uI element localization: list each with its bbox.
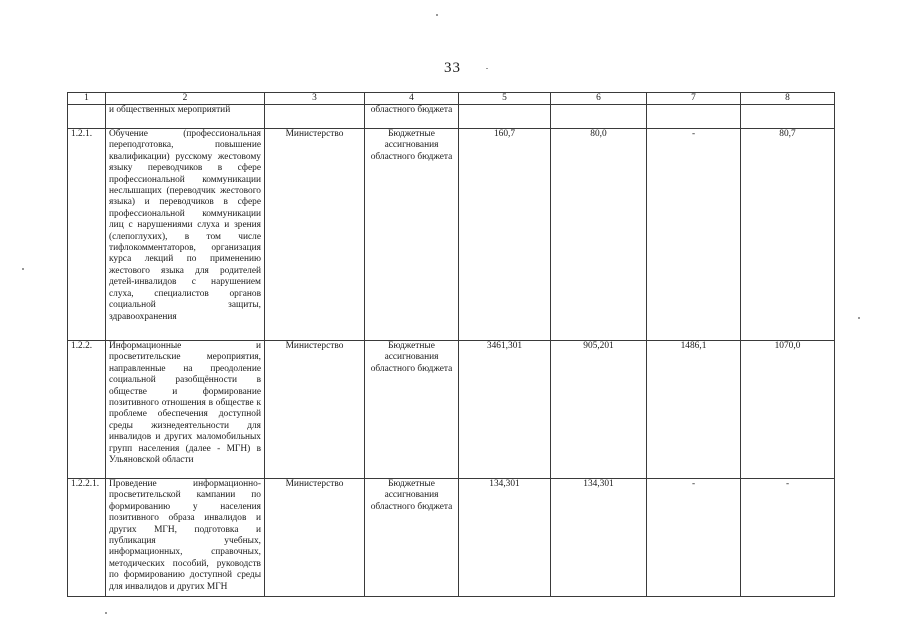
- budget-table: [67, 92, 835, 597]
- column-header: 5: [459, 93, 551, 105]
- scan-speck: [486, 68, 488, 69]
- page-number: 33: [444, 60, 461, 76]
- scan-speck: [858, 317, 860, 319]
- row-number: 1.2.1.: [68, 129, 106, 341]
- column-header: 8: [741, 93, 835, 105]
- table-header-row: [68, 93, 835, 105]
- scan-speck: [22, 268, 24, 270]
- row-number: [68, 105, 106, 129]
- row-year-2: -: [647, 129, 741, 341]
- row-year-1: 905,201: [551, 341, 647, 479]
- row-number: 1.2.2.1.: [68, 479, 106, 597]
- scan-speck: [436, 14, 438, 16]
- row-year-1: 80,0: [551, 129, 647, 341]
- row-total: [459, 105, 551, 129]
- row-funding-source: областного бюджета: [365, 105, 459, 129]
- row-description: Информационные и просветительские мероприятия, направленные на преодоление социальной разобщённости в обществе и формирование позитивного отношения в обществе к проблеме обеспечения доступной среды жизнедеятельности для инвалидов и других маломобильных групп населения (далее - МГН) в Ульяновской области: [106, 341, 265, 479]
- row-total: 3461,301: [459, 341, 551, 479]
- row-number: 1.2.2.: [68, 341, 106, 479]
- column-header: 4: [365, 93, 459, 105]
- row-total: 160,7: [459, 129, 551, 341]
- row-funding-source: Бюджетные ассигнования областного бюджета: [365, 129, 459, 341]
- table-row-continuation: [68, 105, 835, 129]
- row-year-2: 1486,1: [647, 341, 741, 479]
- scan-speck: [105, 612, 107, 614]
- column-header: 1: [68, 93, 106, 105]
- row-funding-source: Бюджетные ассигнования областного бюджета: [365, 341, 459, 479]
- row-year-3: 80,7: [741, 129, 835, 341]
- row-executor: Министерство: [265, 129, 365, 341]
- table-row: [68, 341, 835, 479]
- row-description: и общественных мероприятий: [106, 105, 265, 129]
- row-executor: [265, 105, 365, 129]
- row-year-1: [551, 105, 647, 129]
- row-executor: Министерство: [265, 479, 365, 597]
- column-header: 2: [106, 93, 265, 105]
- row-executor: Министерство: [265, 341, 365, 479]
- row-total: 134,301: [459, 479, 551, 597]
- row-year-2: [647, 105, 741, 129]
- row-description: Проведение информационно-просветительской кампании по формированию у населения позитивного образа инвалидов и других МГН, подготовка и публикация учебных, информационных, справочных, методических пособий, руководств по формированию доступной среды для инвалидов и других МГН: [106, 479, 265, 597]
- column-header: 7: [647, 93, 741, 105]
- row-year-2: -: [647, 479, 741, 597]
- column-header: 6: [551, 93, 647, 105]
- row-funding-source: Бюджетные ассигнования областного бюджета: [365, 479, 459, 597]
- column-header: 3: [265, 93, 365, 105]
- row-year-3: 1070,0: [741, 341, 835, 479]
- row-year-3: [741, 105, 835, 129]
- table-row: [68, 129, 835, 341]
- row-year-3: -: [741, 479, 835, 597]
- row-year-1: 134,301: [551, 479, 647, 597]
- row-description: Обучение (профессиональная переподготовка, повышение квалификации) русскому жестовому языку переводчиков в сфере профессиональной коммуникации неслышащих (переводчик жестового языка) и переводчиков в сфере профессиональной коммуникации лиц с нарушениями слуха и зрения (слепоглухих), в том числе тифлокомментаторов, организация курса лекций по применению жестового языка для родителей детей-инвалидов с нарушением слуха, специалистов органов социальной защиты, здравоохранения: [106, 129, 265, 341]
- table-row: [68, 479, 835, 597]
